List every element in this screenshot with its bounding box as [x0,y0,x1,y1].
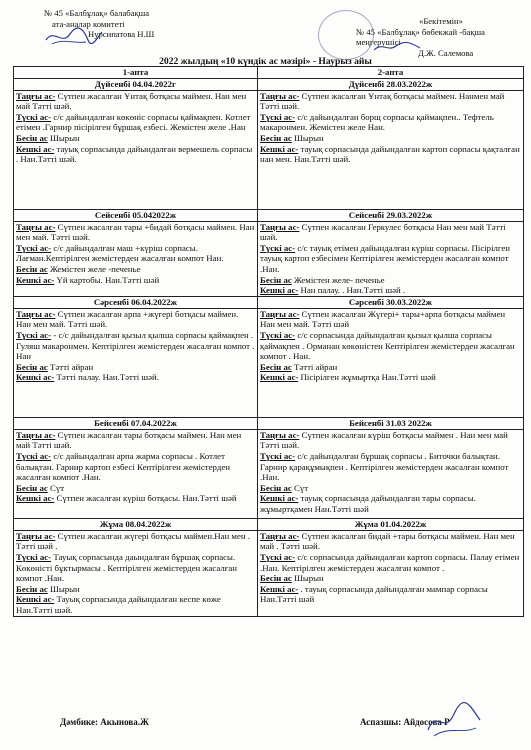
meal-text: с/с сорпасында дайындалған қызыл қылша сорпасы қаймақпен . Орманан көкөністен Кептірілген жемістерден жасалған компот . Нан. [260,329,515,362]
meal-text: Тәтті айран [49,361,94,372]
day-menu-cell-right [258,429,524,518]
meal-snack [260,573,521,584]
day-menu-cell-right [258,90,524,209]
day-title-left: Бейсенбі 07.04.2022ж [14,417,258,429]
cook-signature: Аспазшы: Айдосова Р [360,717,450,727]
meal-label: Кешкі ас- [16,493,55,504]
meal-lunch [260,243,521,275]
meal-label: Бесін ас [16,482,48,493]
meal-label: Таңғы ас- [260,90,300,101]
meal-lunch [260,330,521,362]
stamp-icon [318,10,374,60]
meal-text: с/с дайындалған арпа жарма сорпасы . Котлет балықтан. Гарнир картоп езбесі Кептірілген жемістерден жасалған компот .Нан. [16,450,230,483]
day-header-row [14,296,524,308]
meal-text: тауық сорпасында дайындалған тары сорпасы. жұмыртқамен Нан.Тәтті шәй [260,493,476,514]
meal-label: Таңғы ас- [260,308,300,319]
signature-left-icon [44,26,104,48]
meal-breakfast [260,222,521,243]
approve-word: «Бекітемін» [419,16,463,26]
meal-label: Түскі ас- [260,551,296,562]
page-title: 2022 жылдың «10 күндік ас мәзірі» - Наурыз айы [159,56,372,67]
meal-label: Түскі ас- [16,551,52,562]
day-menu-cell-right [258,221,524,296]
meal-breakfast [260,531,521,552]
head-signer: Д.Ж. Салемова [418,47,474,58]
meal-label: Түскі ас- [260,329,296,340]
meal-snack [16,483,255,494]
day-title-right: Дүйсенбі 28.03.2022ж [258,78,524,90]
day-menu-cell-left [14,530,258,616]
meal-lunch [260,451,521,483]
meal-text: Сүтпен жасалған тары ботқасы маймен. Нан мен май Тәтті шәй. [16,429,242,451]
meal-label: Таңғы ас- [16,90,56,101]
meal-label: Таңғы ас- [260,429,300,440]
meal-text: Тауық сорпасында дайындалған кеспе көже Нан.Тәтті шәй. [16,594,221,615]
meal-label: Таңғы ас- [16,221,56,232]
meal-label: Бесін ас [16,361,48,372]
meal-lunch [260,552,521,573]
meal-label: Түскі ас- [16,450,52,461]
day-menu-row [14,429,524,518]
meal-text: тауық сорпасында дайындалған вермешель сорпасы . Нан.Тәтті шәй. [16,143,253,165]
committee-signer: Нурсипатова Н.Ш [88,29,155,39]
day-menu-cell-left [14,308,258,417]
meal-text: Шырын [293,132,324,143]
day-menu-cell-right [258,308,524,417]
meal-text: с/с тауық етімен дайындалған күріш сорпасы. Пісірілген тауық картоп езбесімен Кептірілген жемістерден жасалған компот .Нан. [260,242,511,274]
day-menu-cell-left [14,429,258,518]
meal-text: Жемістен желе -печенье [49,263,141,274]
meal-label: Кешкі ас- [260,583,299,594]
meal-text: Сүтпен жасалған Жүгері+ тары+арпа ботқасы маймен Нан мен май. Тәтті шәй [260,308,506,330]
meal-text: Сүтпен жасалған күріш ботқасы маймен . Нан мен май Тәтті шәй. [260,429,508,451]
day-header-row [14,78,524,90]
meal-text: Шырын [49,132,80,143]
meal-label: Түскі ас- [260,242,296,253]
parents-committee: ата-аналар комитеті [52,18,125,29]
signature-bottom-icon [424,700,484,740]
kindergarten-name-left: № 45 «Балбұлақ» балабақша [44,8,150,18]
meal-snack [260,483,521,494]
meal-text: Сүтпен жасалған күріш ботқасы. Нан.Тәтті шәй [56,493,237,504]
meal-text: Сүтпен жасалған Геркулес ботқасы Нан мен май Тәтті шәй. [260,221,506,243]
meal-dinner [260,285,521,296]
meal-lunch [16,451,255,483]
meal-breakfast [260,430,521,451]
meal-breakfast [260,309,521,330]
meal-snack [16,584,255,595]
meal-text: Тауық сорпасында даындалған бұршақ сорпасы. Көкөністі бұктырмасы . Кептірілген жемістерден жасалған компот .Нан. [16,551,238,584]
meal-dinner [16,493,255,504]
meal-snack [16,133,255,144]
meal-label: Кешкі ас- [260,493,299,504]
week-header-row [14,67,524,79]
meal-dinner [16,275,255,286]
meal-text: Сүтпен жасалған тары +бидай ботқасы маймен. Нан мен май. Тәтті шәй. [16,221,255,243]
meal-label: Бесін ас [16,132,48,143]
day-menu-row [14,221,524,296]
meal-text: Тәтті айран [293,361,338,372]
meal-text: Жемістен желе- печенье [293,274,385,285]
meal-breakfast [16,430,255,451]
day-title-right: Сәрсенбі 30.03.2022ж [258,296,524,308]
meal-dinner [260,493,521,514]
meal-label: Бесін ас [16,263,48,274]
meal-breakfast [16,222,255,243]
menu-table [13,66,524,617]
day-title-right: Сейсенбі 29.03.2022ж [258,209,524,221]
meal-snack [16,362,255,373]
nurse-signature: Дәмбике: Акынова.Ж [60,717,149,727]
meal-text: с/с дайындалған борщ сорпасы қаймақпен.. Тефтель макаронмен. Жемістен желе Нан. [260,111,494,133]
day-title-left: Жұма 08.04.2022ж [14,518,258,530]
meal-label: Бесін ас [260,361,292,372]
meal-label: Кешкі ас- [260,143,299,154]
meal-dinner [260,372,521,383]
meal-text: с/с сорпасында дайындалған картоп сорпасы. Палау етімен .Нан. Кептірілген жемістерден жасалған компот . [260,551,520,573]
meal-snack [260,133,521,144]
day-menu-row [14,530,524,616]
meal-text: Сүтпен жасалған Ұнтақ ботқасы маймен. Нан мен май Тәтті шәй. [16,90,247,112]
meal-text: Сүтпен жасалған бидай +тары ботқасы маймен. Нан мен май . Тәтті шәй. [260,530,515,552]
head-title: меңгерушісі [356,37,401,47]
signature-right-icon [372,40,422,54]
meal-text: - с/с дайындалған қызыл қылша сорпасы қаймақпен . Гуляш макаронмен. Кептірілген жемістерден жасалған компот . Нан [16,329,255,362]
week-2-header: 2-апта [258,67,524,79]
meal-label: Түскі ас- [260,450,296,461]
meal-text: Сүтпен жасалған арпа +жүгері ботқасы маймен. Нан мен май. Тәтті шәй. [16,308,239,330]
meal-lunch [16,552,255,584]
meal-breakfast [16,91,255,112]
meal-label: Түскі ас- [16,242,52,253]
meal-text: Шырын [293,573,324,584]
day-header-row [14,518,524,530]
meal-text: Пісірілген жұмыртқа Нан.Тәтті шәй [300,372,436,383]
meal-label: Кешкі ас- [260,285,299,296]
meal-text: Сүт [49,482,65,493]
meal-text: Тәтті палау. Нан.Тәтті шәй. [56,372,159,383]
meal-label: Таңғы ас- [260,221,300,232]
meal-text: . тауық сорпасында дайындалған мампар сорпасы Нан.Тәтті шәй [260,583,488,605]
meal-label: Таңғы ас- [16,530,56,541]
meal-label: Түскі ас- [260,111,296,122]
meal-text: Үй картобы. Нан.Тәтті шәй [56,274,160,285]
meal-dinner [16,144,255,165]
day-title-right: Бейсенбі 31.03 2022ж [258,417,524,429]
meal-label: Бесін ас [260,274,292,285]
meal-label: Кешкі ас- [16,594,55,605]
meal-text: с/с дайындалған маш +күріш сорпасы. Лағман.Кептірілген жемістерден жасалған компот Нан. [16,242,224,264]
meal-label: Кешкі ас- [260,372,299,383]
meal-lunch [16,330,255,362]
week-1-header: 1-апта [14,67,258,79]
meal-breakfast [16,531,255,552]
day-menu-cell-left [14,90,258,209]
meal-text: тауық сорпасында дайындалған картоп сорпасы қақталған нан мен. Нан.Тәтті шәй. [260,143,520,165]
day-title-left: Дүйсенбі 04.04.2022г [14,78,258,90]
meal-snack [16,264,255,275]
meal-text: Сүтпен жасалған жүгері ботқасы маймен.Нан мен . Тәтті шәй . [16,530,250,552]
meal-dinner [16,372,255,383]
meal-dinner [260,584,521,605]
meal-label: Кешкі ас- [16,274,55,285]
day-menu-row [14,308,524,417]
meal-label: Бесін ас [260,573,292,584]
meal-label: Түскі ас- [16,111,52,122]
day-header-row [14,417,524,429]
meal-text: Сүтпен жасалған Ұнтақ ботқасы маймен. Нанмен май Тәтті шәй. [260,90,505,112]
day-menu-cell-right [258,530,524,616]
meal-label: Таңғы ас- [260,530,300,541]
meal-snack [260,275,521,286]
day-header-row [14,209,524,221]
meal-label: Таңғы ас- [16,308,56,319]
meal-text: с/с дайындалған көкөніс сорпасы қаймақпен. Котлет етімен .Гарнир пісірілген бұршақ езбесі. Жемістен желе .Нан [16,111,251,133]
meal-label: Түскі ас- [16,329,52,340]
day-menu-cell-left [14,221,258,296]
day-title-left: Сейсенбі 05.042022ж [14,209,258,221]
day-menu-row [14,90,524,209]
meal-text: Нан палау. . Нан.Тәтті шәй . [300,285,406,296]
meal-label: Бесін ас [16,583,48,594]
meal-text: с/с дайындалған бұршақ сорпасы . Биточки балықтан. Гарнир қарақұмықпен . Кептірілген жемістерден жасалған компот .Нан. [260,450,509,483]
day-title-left: Сәрсенбі 06.04.2022ж [14,296,258,308]
meal-lunch [16,112,255,133]
meal-snack [260,362,521,373]
meal-label: Бесін ас [260,482,292,493]
meal-text: Шырын [49,583,80,594]
day-title-right: Жұма 01.04.2022ж [258,518,524,530]
meal-label: Бесін ас [260,132,292,143]
meal-breakfast [16,309,255,330]
meal-dinner [16,594,255,615]
meal-breakfast [260,91,521,112]
meal-label: Кешкі ас- [16,372,55,383]
meal-lunch [260,112,521,133]
kindergarten-name-right: № 45 «Балбұлақ» бөбекжай -бақша [356,26,485,37]
meal-label: Таңғы ас- [16,429,56,440]
meal-label: Кешкі ас- [16,143,55,154]
meal-lunch [16,243,255,264]
meal-dinner [260,144,521,165]
meal-text: Сүт [293,482,309,493]
